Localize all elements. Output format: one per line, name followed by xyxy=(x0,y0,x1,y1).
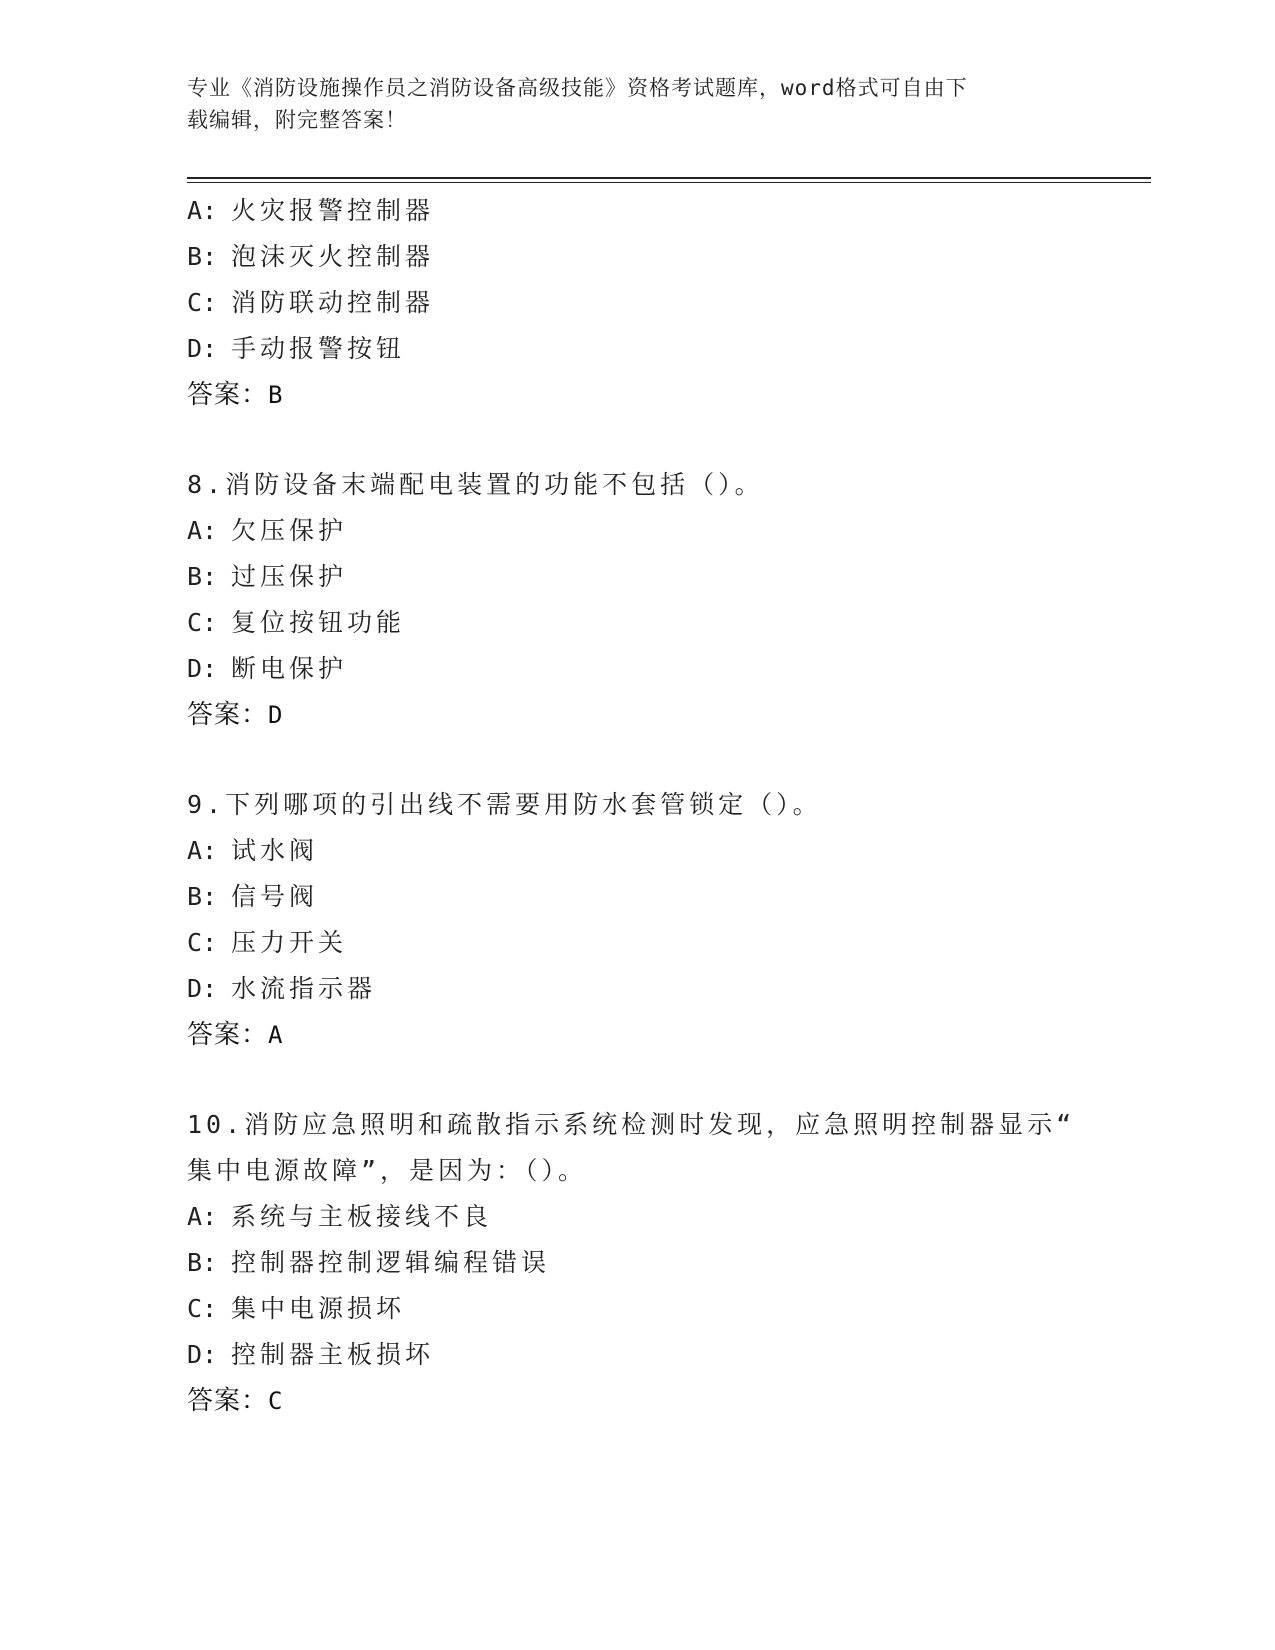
answer xyxy=(187,1378,1087,1424)
option-text: 消防联动控制器 xyxy=(231,288,435,317)
answer xyxy=(187,372,1087,418)
option-text: 火灾报警控制器 xyxy=(231,196,435,225)
option-b xyxy=(187,1240,1087,1286)
option-a xyxy=(187,188,1087,234)
option-text: 水流指示器 xyxy=(231,974,377,1003)
header-divider-thin xyxy=(187,182,1151,183)
option-label: A: xyxy=(187,516,218,545)
answer-value: A xyxy=(268,1021,284,1049)
answer-value: B xyxy=(268,381,284,409)
option-label: D: xyxy=(187,974,218,1003)
option-label: C: xyxy=(187,1294,218,1323)
option-text: 手动报警按钮 xyxy=(231,334,406,363)
question-7 xyxy=(187,188,1087,418)
answer-label: 答案： xyxy=(187,1386,269,1416)
spacer xyxy=(187,738,1087,782)
option-text: 欠压保护 xyxy=(231,516,348,545)
option-text: 试水阀 xyxy=(231,836,319,865)
question-text: 8.消防设备末端配电装置的功能不包括（）。 xyxy=(187,470,764,499)
option-c xyxy=(187,280,1087,326)
option-label: B: xyxy=(187,882,218,911)
option-d xyxy=(187,646,1087,692)
option-a xyxy=(187,508,1087,554)
option-text: 过压保护 xyxy=(231,562,348,591)
option-label: D: xyxy=(187,334,218,363)
document-header xyxy=(187,72,1067,136)
option-text: 压力开关 xyxy=(231,928,348,957)
option-text: 信号阀 xyxy=(231,882,319,911)
question-text-line-1: 10.消防应急照明和疏散指示系统检测时发现，应急照明控制器显示“ xyxy=(187,1110,1076,1139)
option-text: 控制器主板损坏 xyxy=(231,1340,435,1369)
answer xyxy=(187,1012,1087,1058)
option-a xyxy=(187,1194,1087,1240)
answer-label: 答案： xyxy=(187,380,269,410)
header-line-2: 载编辑，附完整答案！ xyxy=(187,108,407,132)
option-d xyxy=(187,966,1087,1012)
option-c xyxy=(187,600,1087,646)
option-label: D: xyxy=(187,654,218,683)
answer-label: 答案： xyxy=(187,700,269,730)
question-9 xyxy=(187,782,1087,1058)
option-label: A: xyxy=(187,836,218,865)
spacer xyxy=(187,1058,1087,1102)
question-text: 9.下列哪项的引出线不需要用防水套管锁定（）。 xyxy=(187,790,822,819)
option-text: 断电保护 xyxy=(231,654,348,683)
question-list xyxy=(187,188,1087,1424)
option-c xyxy=(187,1286,1087,1332)
spacer xyxy=(187,418,1087,462)
option-d xyxy=(187,1332,1087,1378)
option-text: 系统与主板接线不良 xyxy=(231,1202,493,1231)
option-d xyxy=(187,326,1087,372)
option-label: B: xyxy=(187,242,218,271)
option-label: C: xyxy=(187,288,218,317)
answer-label: 答案： xyxy=(187,1020,269,1050)
header-line-1: 专业《消防设施操作员之消防设备高级技能》资格考试题库，word格式可自由下 xyxy=(187,76,968,100)
option-text: 复位按钮功能 xyxy=(231,608,406,637)
question-text-line-2: 集中电源故障”，是因为：（）。 xyxy=(187,1156,588,1185)
option-text: 泡沫灭火控制器 xyxy=(231,242,435,271)
header-divider-thick xyxy=(187,177,1151,179)
option-label: A: xyxy=(187,196,218,225)
answer xyxy=(187,692,1087,738)
question-10 xyxy=(187,1102,1087,1424)
answer-value: C xyxy=(268,1387,284,1415)
question-8 xyxy=(187,462,1087,738)
option-b xyxy=(187,874,1087,920)
option-text: 集中电源损坏 xyxy=(231,1294,406,1323)
answer-value: D xyxy=(268,701,284,729)
option-label: B: xyxy=(187,562,218,591)
option-c xyxy=(187,920,1087,966)
option-b xyxy=(187,554,1087,600)
option-label: C: xyxy=(187,928,218,957)
option-label: A: xyxy=(187,1202,218,1231)
option-label: C: xyxy=(187,608,218,637)
option-b xyxy=(187,234,1087,280)
option-a xyxy=(187,828,1087,874)
option-text: 控制器控制逻辑编程错误 xyxy=(231,1248,551,1277)
option-label: D: xyxy=(187,1340,218,1369)
option-label: B: xyxy=(187,1248,218,1277)
